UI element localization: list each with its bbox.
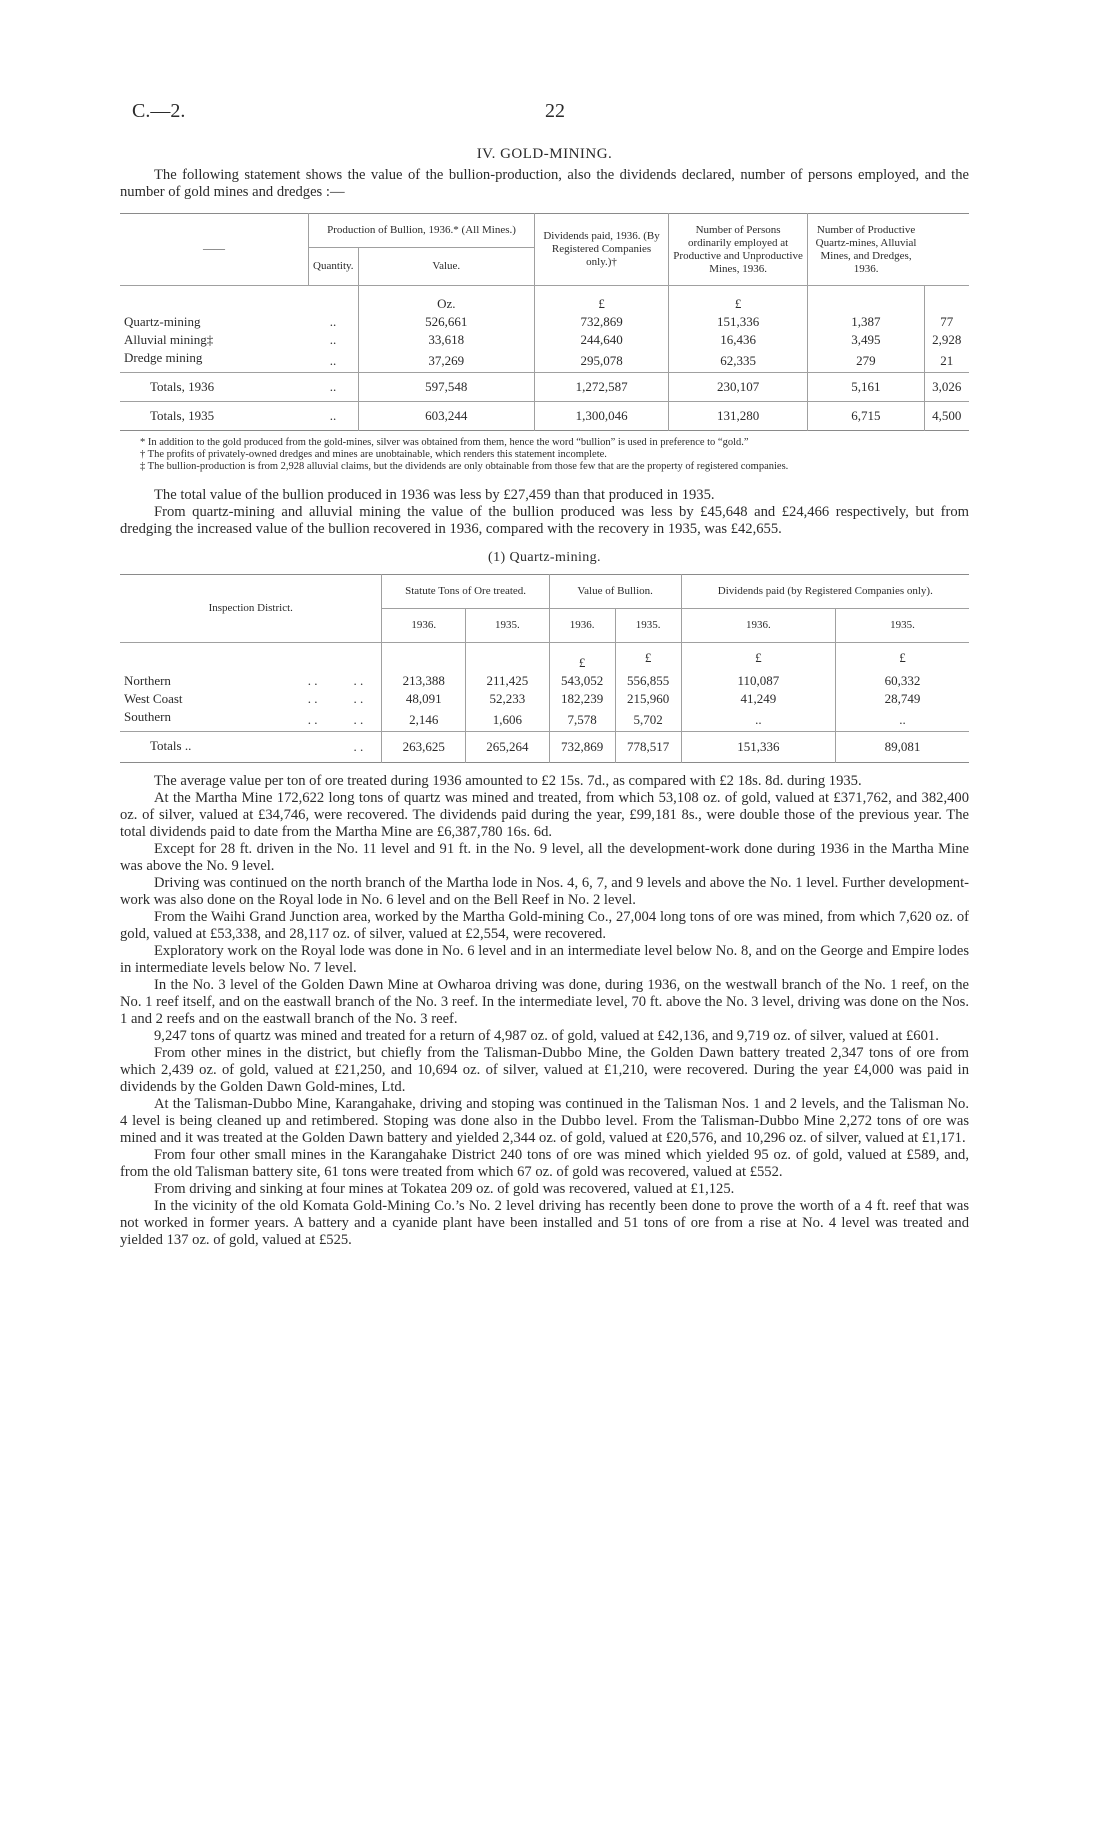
summary-paragraph: From quartz-mining and alluvial mining the value of the bullion produced was less by £45,648 and £24,466 respectively, but from dredging the increased value of the bullion recovered in 1936, compared with the recovery in 1935, was £42,655.	[120, 504, 969, 537]
cell-quantity: 603,244	[358, 402, 535, 431]
unit-pound: £	[615, 643, 681, 673]
totals-row	[120, 402, 969, 431]
cell-productive: 21	[924, 349, 969, 373]
body-paragraph: The average value per ton of ore treated during 1936 amounted to £2 15s. 7d., as compared with £2 18s. 8d. during 1935.	[154, 773, 862, 789]
totals-row	[120, 732, 969, 763]
cell-dividends-1936: 151,336	[681, 732, 835, 763]
body-paragraph: In the No. 3 level of the Golden Dawn Mine at Owharoa driving was done, during 1936, on the westwall branch of the No. 1 reef, on the No. 1 reef itself, and on the eastwall branch of the No. 3 reef. In the intermediate level, 70 ft. above the No. 3 level, driving was done on the Nos. 1 and 2 reefs and on the eastwall branch of the No. 3 reef.	[120, 977, 969, 1027]
cell-tons-1935: 52,233	[466, 690, 550, 708]
cell-dividends-1935: 60,332	[836, 672, 969, 690]
body-paragraph: From four other small mines in the Karangahake District 240 tons of ore was mined which yielded 95 oz. of gold, valued at £589, and, from the old Talisman battery site, 61 tons were treated from which 67 oz. of gold was recovered, valued at £552.	[120, 1147, 969, 1180]
subsection-title: (1) Quartz-mining.	[488, 550, 601, 565]
cell-productive: 3,026	[924, 373, 969, 402]
body-paragraph: At the Talisman-Dubbo Mine, Karangahake, driving and stoping was continued in the Talisman Nos. 1 and 2 levels, and the Talisman No. 4 level is being cleaned up and retimbered. Stoping was done also in the Dubbo level. From the Talisman-Dubbo Mine 2,272 tons of ore was mined and it was treated at the Golden Dawn battery and yielded 2,344 oz. of gold, valued at £20,576, and 10,296 oz. of silver, valued at £1,171.	[120, 1096, 969, 1146]
cell-value-1935: 556,855	[615, 672, 681, 690]
col-year-1936: 1936.	[681, 609, 835, 643]
cell-value-1935: 215,960	[615, 690, 681, 708]
col-year-1936: 1936.	[382, 609, 466, 643]
col-group-production: Production of Bullion, 1936.* (All Mines.)	[309, 214, 535, 248]
unit-oz: Oz.	[358, 286, 535, 314]
leader-dots: . .	[353, 739, 364, 754]
cell-persons: 5,161	[808, 373, 925, 402]
cell-tons-1935: 1,606	[466, 708, 550, 732]
row-label: Totals, 1936	[150, 379, 215, 394]
cell-persons: 279	[808, 349, 925, 373]
page-number: 22	[545, 100, 565, 122]
body-paragraph: From driving and sinking at four mines at Tokatea 209 oz. of gold was recovered, valued at £1,125.	[154, 1181, 735, 1197]
table-row	[120, 708, 969, 732]
bullion-production-table	[120, 213, 969, 431]
row-label: Totals ..	[150, 738, 192, 753]
table-footnotes	[120, 437, 969, 473]
col-district-header: Inspection District.	[208, 602, 293, 614]
cell-quantity: 597,548	[358, 373, 535, 402]
table-corner-dash: ——	[203, 243, 225, 255]
leader-dots: . .	[307, 691, 318, 706]
leader-dots: . .	[353, 673, 364, 688]
col-year-1935: 1935.	[836, 609, 969, 643]
cell-productive: 77	[924, 313, 969, 331]
cell-value: 295,078	[535, 349, 669, 373]
leader-dots: . .	[353, 711, 364, 727]
cell-dividends: 62,335	[669, 349, 808, 373]
body-paragraph: Exploratory work on the Royal lode was done in No. 6 level and in an intermediate level below No. 8, and on the George and Empire lodes in intermediate levels below No. 7 level.	[120, 943, 969, 976]
leader-dots: . .	[307, 711, 318, 727]
col-year-1935: 1935.	[615, 609, 681, 643]
cell-persons: 6,715	[808, 402, 925, 431]
body-paragraph: From the Waihi Grand Junction area, worked by the Martha Gold-mining Co., 27,004 long tons of ore was mined, from which 7,620 oz. of gold, valued at £53,338, and 28,117 oz. of silver, valued at £2,554, were recovered.	[120, 909, 969, 942]
cell-dividends-1935: 28,749	[836, 690, 969, 708]
cell-tons-1935: 265,264	[466, 732, 550, 763]
row-label: West Coast	[124, 691, 183, 706]
summary-paragraph: The total value of the bullion produced in 1936 was less by £27,459 than that produced in 1935.	[154, 487, 715, 503]
leader-dots: . .	[307, 673, 318, 688]
footnote: ‡ The bullion-production is from 2,928 alluvial claims, but the dividends are only obtainable from those few that are the property of registered companies.	[140, 461, 789, 472]
leader-dots: ..	[329, 408, 337, 423]
cell-value-1936: 543,052	[549, 672, 615, 690]
cell-dividends-1935: 89,081	[836, 732, 969, 763]
table-row	[120, 672, 969, 690]
cell-tons-1935: 211,425	[466, 672, 550, 690]
cell-value: 244,640	[535, 331, 669, 349]
cell-quantity: 37,269	[358, 349, 535, 373]
body-paragraphs	[120, 773, 969, 1249]
col-group-tons: Statute Tons of Ore treated.	[382, 575, 549, 609]
col-productive-header: Number of Productive Quartz-mines, Alluvial Mines, and Dredges, 1936.	[808, 214, 925, 286]
cell-dividends-1936: 41,249	[681, 690, 835, 708]
leader-dots: ..	[329, 352, 337, 368]
row-label: Southern	[124, 709, 171, 724]
unit-pound: £	[836, 643, 969, 673]
cell-tons-1936: 263,625	[382, 732, 466, 763]
cell-quantity: 33,618	[358, 331, 535, 349]
cell-value: 732,869	[535, 313, 669, 331]
cell-dividends: 230,107	[669, 373, 808, 402]
table-row	[120, 349, 969, 373]
col-quantity-header: Quantity.	[309, 248, 359, 286]
cell-value-1936: 7,578	[549, 708, 615, 732]
cell-dividends-1936: 110,087	[681, 672, 835, 690]
row-label: Alluvial mining‡	[124, 332, 214, 347]
footnote: † The profits of privately-owned dredges and mines are unobtainable, which renders this statement incomplete.	[140, 449, 607, 460]
cell-value: 1,272,587	[535, 373, 669, 402]
cell-persons: 3,495	[808, 331, 925, 349]
leader-dots: ..	[329, 379, 337, 394]
col-value-header: Value.	[358, 248, 535, 286]
body-paragraph: 9,247 tons of quartz was mined and treated for a return of 4,987 oz. of gold, valued at £42,136, and 9,719 oz. of silver, valued at £601.	[154, 1028, 939, 1044]
cell-productive: 4,500	[924, 402, 969, 431]
section-intro: The following statement shows the value of the bullion-production, also the dividends declared, number of persons employed, and the number of gold mines and dredges :—	[120, 167, 969, 200]
body-paragraph: At the Martha Mine 172,622 long tons of quartz was mined and treated, from which 53,108 oz. of gold, valued at £371,762, and 382,400 oz. of silver, valued at £34,746, were recovered. The dividends paid during the year, £99,181 8s., were double those of the previous year. The total dividends paid to date from the Martha Mine are £6,387,780 16s. 6d.	[120, 790, 969, 840]
unit-pound: £	[681, 643, 835, 673]
body-paragraph: From other mines in the district, but chiefly from the Talisman-Dubbo Mine, the Golden Dawn battery treated 2,347 tons of ore from which 2,439 oz. of gold, valued at £21,250, and 10,694 oz. of silver, valued at £1,210, were recovered. During the year £4,000 was paid in dividends by the Golden Dawn Gold-mines, Ltd.	[120, 1045, 969, 1095]
cell-value-1935: 5,702	[615, 708, 681, 732]
col-group-value: Value of Bullion.	[549, 575, 681, 609]
table-row	[120, 331, 969, 349]
quartz-mining-table	[120, 574, 969, 763]
body-paragraph: Driving was continued on the north branch of the Martha lode in Nos. 4, 6, 7, and 9 levels and above the No. 1 level. Further development-work was also done on the Royal lode in No. 6 level and on the Bell Reef in No. 2 level.	[120, 875, 969, 908]
cell-dividends: 131,280	[669, 402, 808, 431]
cell-persons: 1,387	[808, 313, 925, 331]
table-row	[120, 313, 969, 331]
section-title: IV. GOLD-MINING.	[476, 146, 613, 162]
col-dividends-header: Dividends paid, 1936. (By Registered Companies only.)†	[535, 214, 669, 286]
leader-dots: ..	[329, 332, 337, 347]
cell-productive: 2,928	[924, 331, 969, 349]
leader-dots: . .	[353, 691, 364, 706]
unit-pound: £	[669, 286, 808, 314]
row-label: Totals, 1935	[150, 408, 215, 423]
row-label: Quartz-mining	[124, 314, 201, 329]
col-year-1935: 1935.	[466, 609, 550, 643]
col-group-dividends: Dividends paid (by Registered Companies only).	[681, 575, 969, 609]
table-row	[120, 690, 969, 708]
cell-dividends-1935: ..	[836, 708, 969, 732]
col-persons-header: Number of Persons ordinarily employed at Productive and Unproductive Mines, 1936.	[669, 214, 808, 286]
cell-dividends: 16,436	[669, 331, 808, 349]
page-header	[120, 100, 969, 136]
row-label: Dredge mining	[124, 350, 203, 365]
document-reference: C.—2.	[132, 100, 186, 122]
cell-value-1936: 732,869	[549, 732, 615, 763]
cell-dividends-1936: ..	[681, 708, 835, 732]
body-paragraph: Except for 28 ft. driven in the No. 11 level and 91 ft. in the No. 9 level, all the development-work done during 1936 in the Martha Mine was above the No. 9 level.	[120, 841, 969, 874]
cell-quantity: 526,661	[358, 313, 535, 331]
col-year-1936: 1936.	[549, 609, 615, 643]
cell-tons-1936: 2,146	[382, 708, 466, 732]
cell-tons-1936: 48,091	[382, 690, 466, 708]
cell-tons-1936: 213,388	[382, 672, 466, 690]
leader-dots: ..	[329, 314, 337, 329]
body-paragraph: In the vicinity of the old Komata Gold-Mining Co.’s No. 2 level driving has recently been done to prove the worth of a 4 ft. reef that was not worked in former years. A battery and a cyanide plant have been installed and 51 tons of ore from a rise at No. 4 level was treated and yielded 137 oz. of gold, valued at £525.	[120, 1198, 969, 1248]
cell-value-1936: 182,239	[549, 690, 615, 708]
cell-value: 1,300,046	[535, 402, 669, 431]
unit-pound: £	[549, 643, 615, 673]
row-label: Northern	[124, 673, 171, 688]
cell-value-1935: 778,517	[615, 732, 681, 763]
footnote: * In addition to the gold produced from the gold-mines, silver was obtained from them, hence the word “bullion” is used in preference to “gold.”	[140, 437, 749, 448]
totals-row	[120, 373, 969, 402]
cell-dividends: 151,336	[669, 313, 808, 331]
unit-pound: £	[535, 286, 669, 314]
